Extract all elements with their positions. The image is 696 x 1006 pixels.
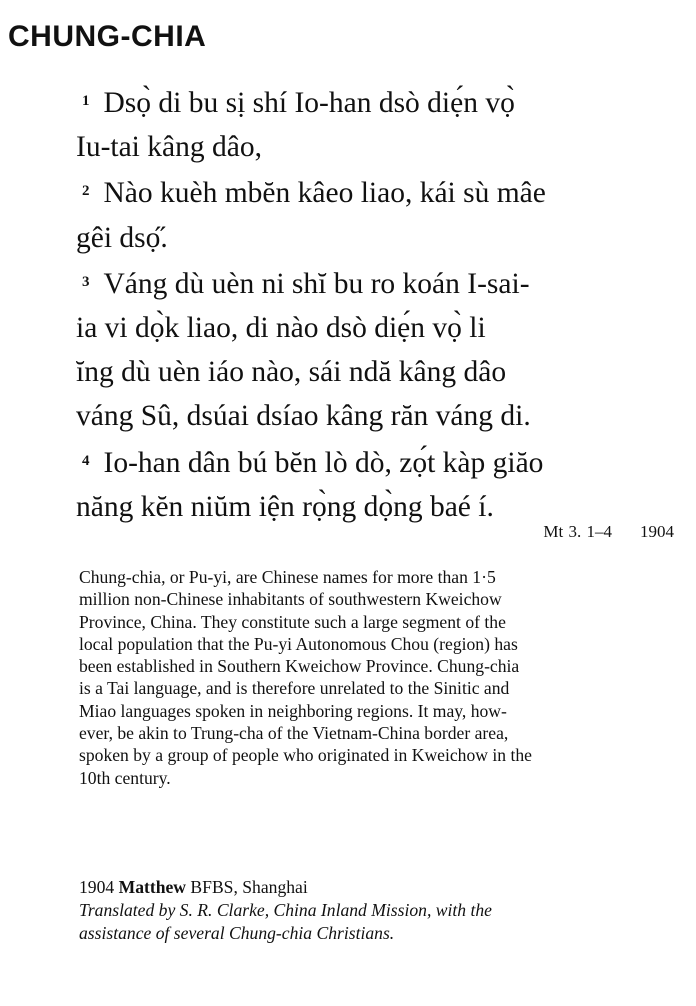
scripture-passage: [78, 79, 678, 529]
reference-citation: Mt 3. 1–4: [543, 522, 612, 541]
verse-1-line-2: Iu-tai kâng dâo,: [76, 131, 262, 164]
language-description: [79, 566, 679, 789]
verse-2-line-2: gêi dsọ̋.: [76, 221, 168, 254]
description-line: spoken by a group of people who originated in Kweichow in the: [79, 745, 532, 766]
verse-3-line-2: ia vi dọ̀k liao, di nào dsò diẹ́n vọ̀ li: [76, 312, 486, 345]
language-heading: CHUNG-CHIA: [8, 20, 207, 53]
description-line: is a Tai language, and is therefore unrelated to the Sinitic and: [79, 678, 510, 699]
edition-title: Matthew: [118, 877, 187, 897]
edition-year: 1904: [79, 877, 115, 897]
verse-3-line-1: [78, 260, 678, 306]
edition-line: [79, 876, 679, 899]
scripture-reference: [543, 522, 674, 542]
description-line: Chung-chia, or Pu-yi, are Chinese names for more than 1·5: [79, 567, 496, 587]
description-line: Miao languages spoken in neighboring regions. It may, how-: [79, 700, 507, 721]
translator-line: Translated by S. R. Clarke, China Inland Mission, with the: [79, 900, 492, 920]
verse-4-line-1: [78, 439, 678, 485]
description-line: Province, China. They constitute such a large segment of the: [79, 611, 506, 632]
verse-4-line-2: năng kĕn niŭm iện rọ̀ng dọ̀ng baé í.: [76, 490, 494, 523]
description-line: been established in Southern Kweichow Province. Chung-chia: [79, 656, 520, 677]
description-line: 10th century.: [79, 767, 171, 788]
verse-text: Dsọ̀ di bu sị shí Io-han dsò diẹ́n vọ̀: [103, 87, 515, 119]
description-line: million non-Chinese inhabitants of southwestern Kweichow: [79, 589, 502, 610]
verse-1-line-1: [78, 79, 678, 125]
verse-2-line-1: [78, 169, 678, 215]
verse-text: Nào kuèh mbĕn kâeo liao, kái sù mâe: [103, 177, 546, 210]
edition-publisher: BFBS, Shanghai: [190, 877, 308, 897]
verse-number: 3: [82, 273, 90, 290]
description-line: ever, be akin to Trung-cha of the Vietnam-China border area,: [79, 723, 509, 744]
reference-year: 1904: [640, 522, 674, 541]
verse-text: Io-han dân bú bĕn lò dò, zọ́t kàp giăo: [103, 446, 544, 479]
description-line: local population that the Pu-yi Autonomous Chou (region) has: [79, 633, 518, 654]
verse-number: 2: [82, 183, 90, 200]
verse-text: Váng dù uèn ni shĭ bu ro koán I-sai-: [103, 267, 530, 300]
verse-3-line-4: váng Sû, dsúai dsíao kâng răn váng di.: [76, 400, 531, 433]
translator-line: assistance of several Chung-chia Christians.: [79, 923, 395, 943]
verse-3-line-3: ĭng dù uèn iáo nào, sái ndă kâng dâo: [76, 356, 507, 389]
edition-info: [79, 876, 679, 945]
verse-number: 1: [82, 93, 90, 109]
verse-number: 4: [82, 452, 90, 469]
